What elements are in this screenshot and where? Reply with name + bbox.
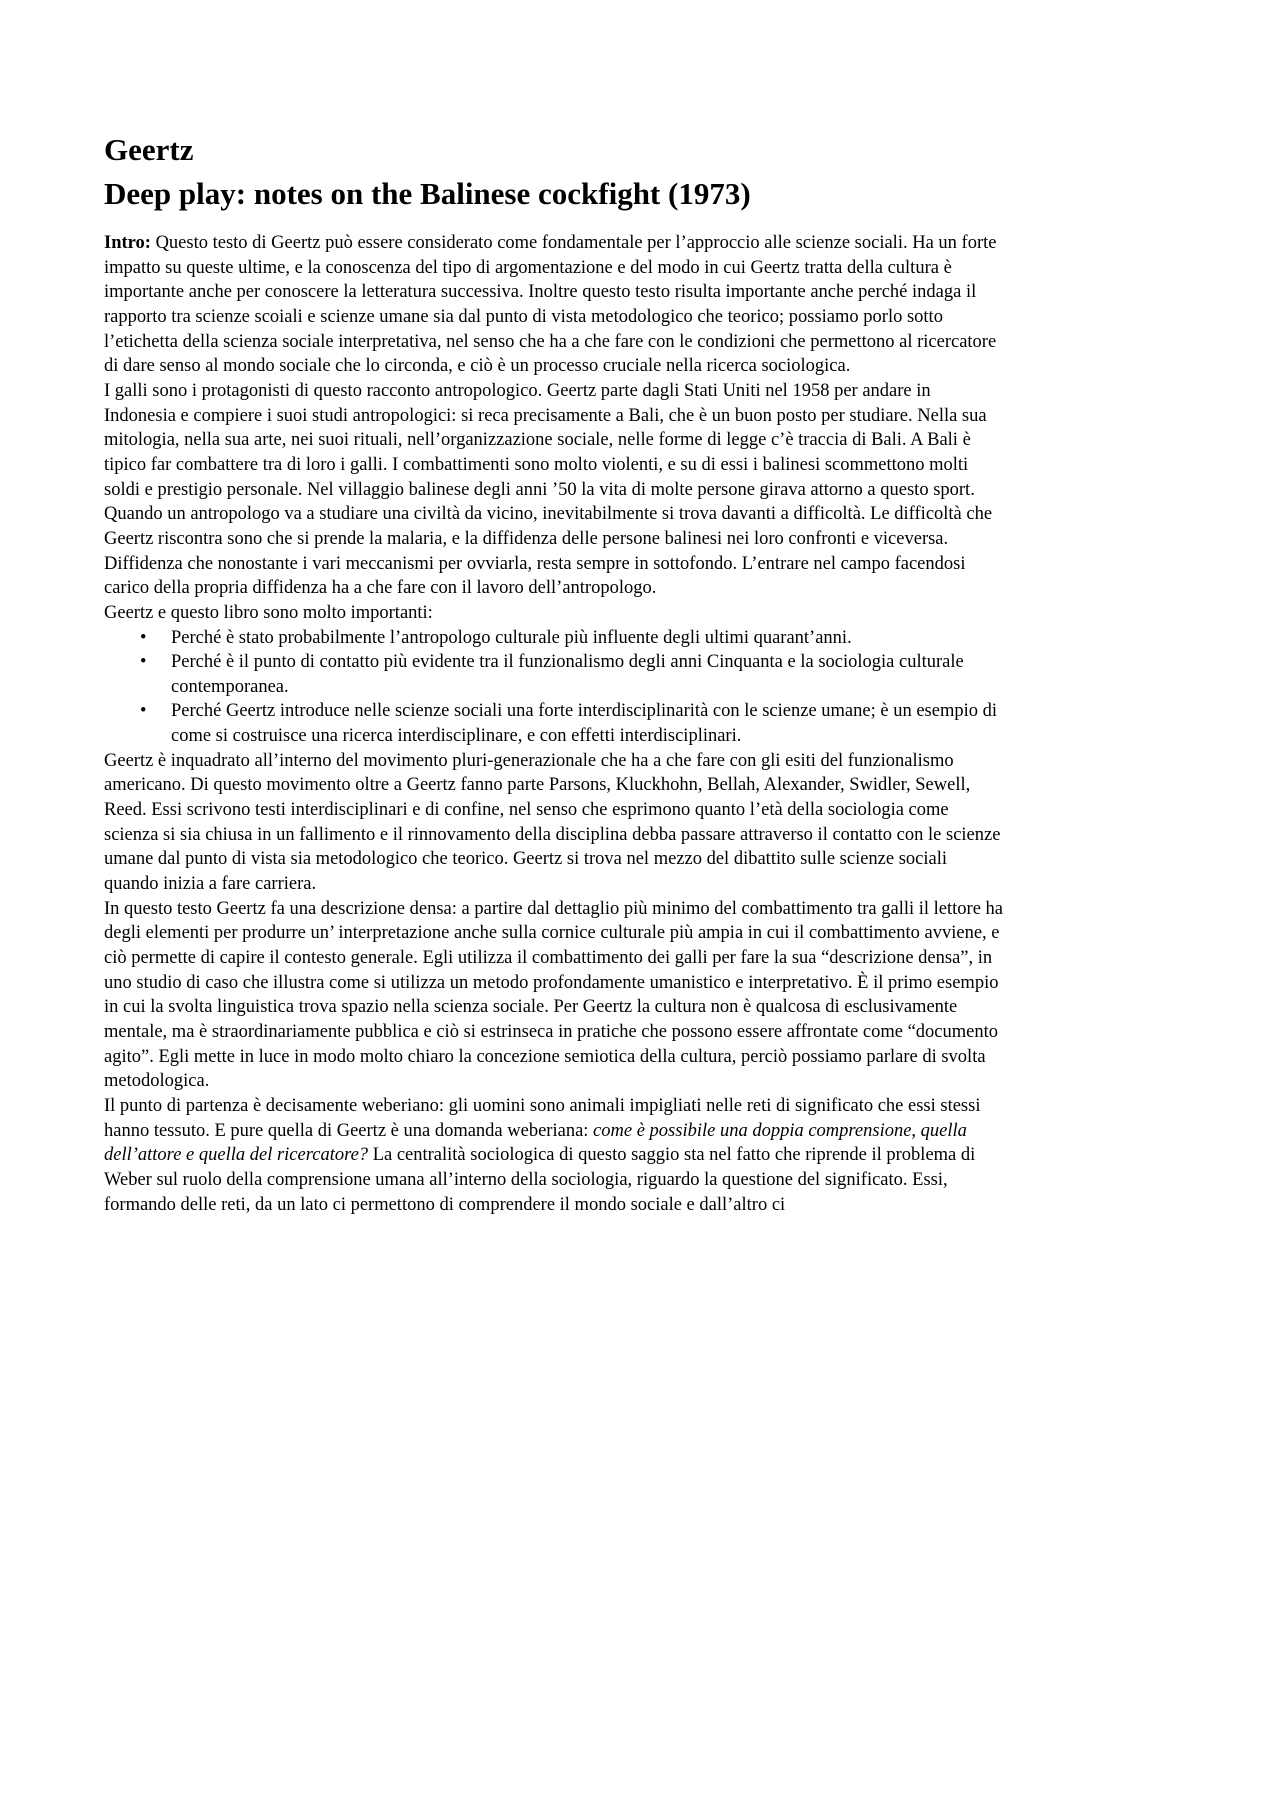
bullet-icon: • <box>140 652 147 673</box>
descrizione-paragraph: In questo testo Geertz fa una descrizione densa: a partire dal dettaglio più minimo del combattimento tra galli il lettore ha degli elementi per produrre un’ interpretazione anche sulla cornice culturale più ampia in cui il combattimento avviene, e ciò permette di capire il contesto generale. Egli utilizza il combattimento dei galli per fare la sua “descrizione densa”, in uno studio di caso che illustra come si utilizza un metodo profondamente umanistico e interpretativo. È il primo esempio in cui la svolta linguistica trova spazio nella scienza sociale. Per Geertz la cultura non è qualcosa di esclusivamente mentale, ma è straordinariamente pubblica e ciò si estrinseca in pratiche che possono essere affrontate come “documento agito”. Egli mette in luce in modo molto chiaro la concezione semiotica della cultura, perciò possiamo parlare di svolta metodologica. <box>104 898 1004 1092</box>
list-item <box>104 626 1004 651</box>
title-author: Geertz <box>104 132 194 167</box>
list-item-text: Perché Geertz introduce nelle scienze sociali una forte interdisciplinarità con le scienze umane; è un esempio di come si costruisce una ricerca interdisciplinare, e con effetti interdisciplinari. <box>171 701 997 747</box>
weber-text-end: La centralità sociologica di questo saggio sta nel fatto che riprende il problema di Weber sul ruolo della comprensione umana all’interno della sociologia, riguardo la questione del significato. Essi, formando delle reti, da un lato ci permettono di comprendere il mondo sociale e dall’altro ci <box>104 1145 976 1215</box>
antropologo-paragraph: Quando un antropologo va a studiare una civiltà da vicino, inevitabilmente si trova davanti a difficoltà. Le difficoltà che Geertz riscontra sono che si prende la malaria, e la diffidenza delle persone balinesi nei loro confronti e viceversa. Diffidenza che nonostante i vari meccanismi per ovviarla, resta sempre in sottofondo. L’entrare nel campo facendosi carico della propria diffidenza ha a che fare con il lavoro dell’antropologo. <box>104 504 993 599</box>
document-title <box>104 128 1004 216</box>
list-item <box>104 650 1004 699</box>
intro-paragraph <box>104 231 1004 379</box>
weber-paragraph <box>104 1094 1004 1217</box>
reasons-list <box>104 626 1004 749</box>
list-item <box>104 699 1004 748</box>
document-content <box>104 128 1004 1217</box>
galli-paragraph: I galli sono i protagonisti di questo racconto antropologico. Geertz parte dagli Stati Uniti nel 1958 per andare in Indonesia e compiere i suoi studi antropologici: si reca precisamente a Bali, che è un buon posto per studiare. Nella sua mitologia, nella sua arte, nei suoi rituali, nell’organizzazione sociale, nelle forme di legge c’è traccia di Bali. A Bali è tipico far combattere tra di loro i galli. I combattimenti sono molto violenti, e su di essi i balinesi scommettono molti soldi e prestigio personale. Nel villaggio balinese degli anni ’50 la vita di molte persone girava attorno a questo sport. <box>104 380 987 500</box>
importanti-paragraph: Geertz e questo libro sono molto importanti: <box>104 602 433 623</box>
weber-question: come è possibile una doppia comprensione, quella dell’attore e quella del ricercatore? <box>104 1120 967 1166</box>
list-item-text: Perché è il punto di contatto più evidente tra il funzionalismo degli anni Cinquanta e la sociologia culturale contemporanea. <box>171 652 964 697</box>
movimento-paragraph: Geertz è inquadrato all’interno del movimento pluri-generazionale che ha a che fare con gli esiti del funzionalismo americano. Di questo movimento oltre a Geertz fanno parte Parsons, Kluckhohn, Bellah, Alexander, Swidler, Sewell, Reed. Essi scrivono testi interdisciplinari e di confine, nel senso che esprimono quanto l’età della sociologia come scienza si sia chiusa in un fallimento e il rinnovamento della disciplina debba passare attraverso il contatto con le scienze umane dal punto di vista sia metodologico che teorico. Geertz si trova nel mezzo del dibattito sulle scienze sociali quando inizia a fare carriera. <box>104 750 1001 895</box>
bullet-icon: • <box>140 701 147 722</box>
intro-text: Questo testo di Geertz può essere considerato come fondamentale per l’approccio alle scienze sociali. Ha un forte impatto su queste ultime, e la conoscenza del tipo di argomentazione e del modo in cui Geertz tratta della cultura è importante anche per conoscere la letteratura successiva. Inoltre questo testo risulta importante anche perché indaga il rapporto tra scienze scoiali e scienze umane sia dal punto di vista metodologico che teorico; possiamo porlo sotto l’etichetta della scienza sociale interpretativa, nel senso che ha a che fare con le condizioni che permettono al ricercatore di dare senso al mondo sociale che lo circonda, e ciò è un processo cruciale nella ricerca sociologica. <box>104 233 997 377</box>
title-work: Deep play: notes on the Balinese cockfight (1973) <box>104 176 751 211</box>
document-body <box>104 231 1004 1217</box>
bullet-icon: • <box>140 627 147 648</box>
intro-label: Intro: <box>104 233 151 253</box>
weber-text-start: Il punto di partenza è decisamente weberiano: gli uomini sono animali impigliati nelle reti di significato che essi stessi hanno tessuto. E pure quella di Geertz è una domanda weberiana: <box>104 1095 981 1141</box>
list-item-text: Perché è stato probabilmente l’antropologo culturale più influente degli ultimi quarant’anni. <box>171 627 852 648</box>
